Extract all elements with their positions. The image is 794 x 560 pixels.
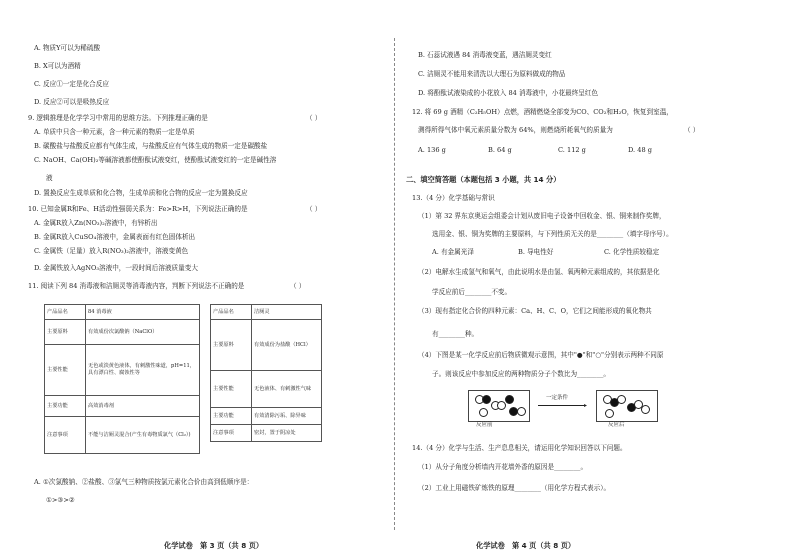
section-2-heading: 二、填空简答题（本题包括 3 小题，共 14 分）: [406, 175, 561, 184]
q10-option-d: D. 金属铁放入AgNO₃溶液中，一段时间后溶液质量变大: [34, 264, 198, 272]
q10-option-b: B. 金属R放入CuSO₄溶液中，金属表面有红色固体析出: [34, 233, 196, 241]
arrow-head-icon: ▸: [584, 402, 588, 409]
q9-option-a: A. 单质中只含一种元素，含一种元素的物质一定是单质: [34, 128, 195, 136]
q12-option-a: A. 136 g: [418, 146, 446, 154]
table-row: 主要原料 有效成份次氯酸钠（NaClO）: [45, 320, 200, 345]
q9-option-b: B. 碳酸盐与盐酸反应都有气体生成，与盐酸反应有气体生成的物质一定是碳酸盐: [34, 142, 268, 150]
black-atom-icon: [505, 395, 514, 404]
table-row: 主要性能 无色液体、有刺激性气味: [211, 371, 322, 408]
q13-line: （2）电解水生成氢气和氧气，由此说明水是由氢、氧两种元素组成的，其依据是化: [418, 268, 660, 276]
q10-paren: （ ）: [306, 205, 322, 213]
arrow-condition-label: 一定条件: [546, 395, 569, 401]
table-row: 主要功能 有效清除污垢、除异味: [211, 408, 322, 425]
table-row: 产品品名 84 消毒液: [45, 305, 200, 320]
q12-line2: 测得所得气体中氧元素质量分数为 64%，则燃烧所耗氧气的质量为: [418, 126, 613, 134]
right-page-footer: 化学试卷 第 4 页（共 8 页）: [476, 541, 576, 550]
products-label: 反应后: [608, 422, 625, 428]
q14-line: （2）工业上用磁铁矿炼铁的原理________（用化学方程式表示）。: [418, 484, 611, 492]
q13-option-a: A. 有金属光泽: [432, 248, 474, 256]
white-atom-icon: [641, 405, 650, 414]
white-atom-icon: [497, 401, 506, 410]
q11-option-a-cont: ①>③>②: [46, 496, 75, 504]
q13-title: 13.（4 分）化学基础与常识: [412, 194, 495, 202]
q11-stem: 11. 阅读下列 84 消毒液和洁厕灵等消毒液内容，判断下列说法不正确的是: [28, 282, 245, 290]
q8-option-a: A. 物质Y可以为稀硫酸: [34, 44, 101, 52]
white-atom-icon: [479, 408, 488, 417]
q13-line: 子。则该反应中参加反应的两种物质分子个数比为________。: [432, 370, 611, 378]
q13-option-c: C. 化学性质较稳定: [604, 248, 660, 256]
page-divider: [394, 38, 395, 530]
products-box: [596, 390, 658, 422]
left-page-footer: 化学试卷 第 3 页（共 8 页）: [164, 541, 264, 550]
q13-line: 选用金、银、铜为奖牌的主要原料，与下列性质无关的是________（填字母序号）。: [432, 230, 673, 238]
q14-line: （1）从分子角度分析墙内开花墙外香的原因是________。: [418, 463, 588, 471]
table-row: 主要性能 无色或淡黄色液体，有刺激性味道，pH=11，具有漂白性、腐蚀性等: [45, 345, 200, 396]
q12-option-b: B. 64 g: [488, 146, 512, 154]
q9-stem: 9. 逻辑推理是化学学习中常用的思维方法。下列推理正确的是: [28, 114, 208, 122]
q13-line: （3）现有指定化合价的四种元素：Ca、H、C、O，它们之间能形成的氧化物共: [418, 307, 652, 315]
q14-title: 14.（4 分）化学与生活、生产息息相关，请运用化学知识回答以下问题。: [412, 444, 627, 452]
q10-option-a: A. 金属R放入Zn(NO₃)₂溶液中，有锌析出: [34, 219, 158, 227]
reactants-box: [468, 390, 530, 422]
q11-option-c: C. 洁厕灵不能用来清洗以大理石为原料做成的物品: [418, 70, 566, 78]
q11-option-d: D. 将酚酞试液染成的小花放入 84 消毒液中，小花最终呈红色: [418, 89, 599, 97]
table-row: 主要原料 有效成份为盐酸（HCl）: [211, 320, 322, 371]
white-atom-icon: [617, 395, 626, 404]
q13-line: 有________种。: [432, 330, 479, 338]
table-84-disinfectant: [44, 304, 200, 454]
q10-option-c: C. 金属铁（足量）放入R(NO₃)₂溶液中，溶液变黄色: [34, 247, 189, 255]
table-row: 注意事项 不能与洁厕灵混合(产生有毒物质氯气（Cl₂）): [45, 417, 200, 454]
black-atom-icon: [482, 395, 491, 404]
table-row: 注意事项 密封，置于阴凉处: [211, 425, 322, 442]
q11-option-b: B. 石蕊试液遇 84 消毒液变蓝，遇洁厕灵变红: [418, 51, 552, 59]
right-page: [398, 0, 794, 560]
q13-option-b: B. 导电性好: [518, 248, 554, 256]
q12-line1: 12. 将 69 g 酒精（C₂H₅OH）点燃，酒精燃烧全部变为CO、CO₂和H₂O，恢复到室温，: [412, 108, 673, 116]
q9-paren: （ ）: [306, 114, 322, 122]
q12-paren: （ ）: [684, 126, 700, 134]
reactants-label: 反应前: [476, 422, 493, 428]
q8-option-d: D. 反应②可以是吸热反应: [34, 98, 110, 106]
q9-option-c-cont: 液: [46, 174, 53, 182]
q10-stem: 10. 已知金属R和Fe、H活动性强弱关系为：Fe>R>H，下列说法正确的是: [28, 205, 248, 213]
left-page: [0, 0, 392, 560]
q12-option-c: C. 112 g: [558, 146, 586, 154]
q8-option-c: C. 反应①一定是化合反应: [34, 80, 109, 88]
white-atom-icon: [517, 407, 526, 416]
white-atom-icon: [605, 409, 614, 418]
q9-option-c: C. NaOH、Ca(OH)₂等碱溶液都使酚酞试液变红，使酚酞试液变红的一定是碱性溶: [34, 156, 277, 164]
q9-option-d: D. 置换反应生成单质和化合物，生成单质和化合物的反应一定为置换反应: [34, 189, 248, 197]
q11-paren: （ ）: [290, 282, 306, 290]
table-row: 产品品名 洁厕灵: [211, 305, 322, 320]
table-toilet-cleaner: [210, 304, 322, 442]
table-row: 主要功能 高效消毒剂: [45, 396, 200, 417]
reaction-arrow: [538, 405, 584, 406]
q12-option-d: D. 48 g: [628, 146, 652, 154]
q13-line: （1）第 32 界东京奥运会组委会计划从废旧电子设备中回收金、银、铜来制作奖牌，: [418, 212, 666, 220]
q13-line: 学反应前后________不变。: [432, 288, 512, 296]
q13-line: （4）下图是某一化学反应前后物质微观示意图，其中"●"和"○"分别表示两种不同原: [418, 351, 664, 359]
q11-option-a: A. ①次氯酸钠、②盐酸、③氯气三种物质按氯元素化合价由高到低顺序是：: [34, 478, 254, 486]
q8-option-b: B. X可以为酒精: [34, 62, 81, 70]
